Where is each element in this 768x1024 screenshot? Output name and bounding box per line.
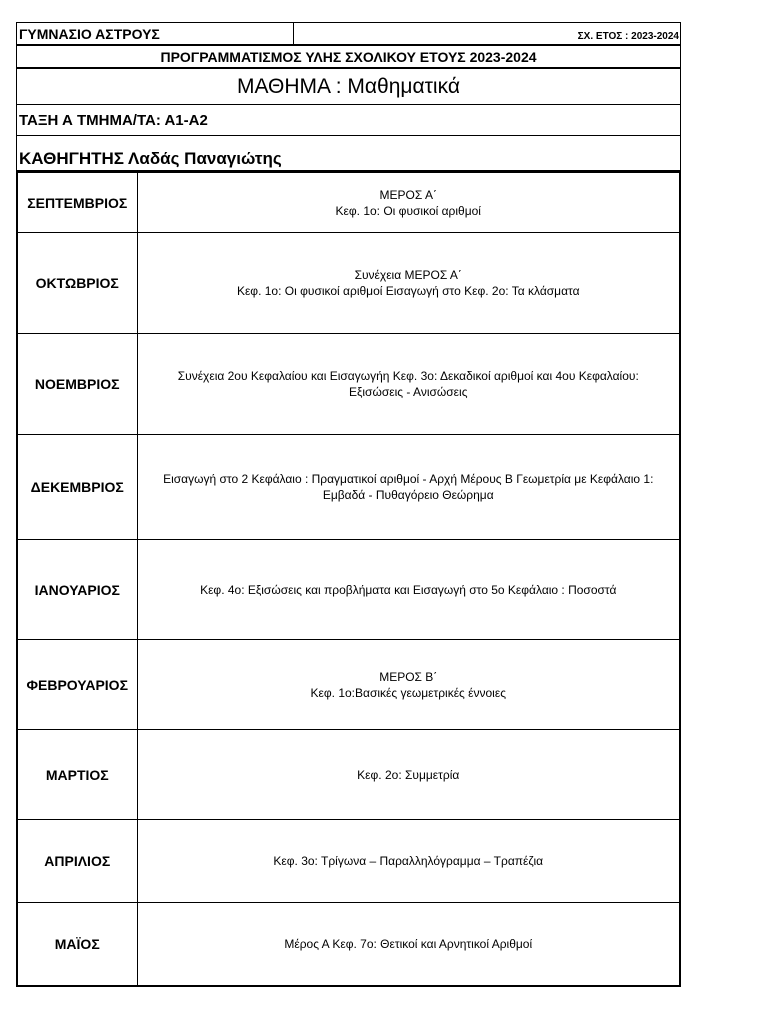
class-section: ΤΑΞΗ Α ΤΜΗΜΑ/ΤΑ: Α1-Α2 xyxy=(16,105,681,136)
content-line: Κεφ. 4ο: Εξισώσεις και προβλήματα και Εισαγωγή στο 5ο Κεφάλαιο : Ποσοστά xyxy=(200,582,617,597)
header-row xyxy=(16,22,681,45)
month-name: ΝΟΕΜΒΡΙΟΣ xyxy=(17,334,137,435)
month-content xyxy=(137,820,680,903)
school-name: ΓΥΜΝΑΣΙΟ ΑΣΤΡΟΥΣ xyxy=(17,23,294,44)
month-row xyxy=(17,173,680,233)
content-line: Κεφ. 1ο:Βασικές γεωμετρικές έννοιες xyxy=(310,685,506,700)
content-line: ΜΕΡΟΣ Α΄ xyxy=(379,187,437,202)
content-line: Εισαγωγή στο 2 Κεφάλαιο : Πραγματικοί αριθμοί - Αρχή Μέρους Β Γεωμετρία με Κεφάλαιο 1: xyxy=(163,472,654,486)
month-content xyxy=(137,540,680,640)
month-row xyxy=(17,233,680,334)
subject: ΜΑΘΗΜΑ : Μαθηματικά xyxy=(16,69,681,105)
month-content xyxy=(137,173,680,233)
month-name: ΜΑΡΤΙΟΣ xyxy=(17,730,137,820)
month-content xyxy=(137,730,680,820)
month-name: ΜΑΪΟΣ xyxy=(17,903,137,986)
content-line: Εμβαδά - Πυθαγόρειο Θεώρημα xyxy=(322,488,494,502)
month-name: ΟΚΤΩΒΡΙΟΣ xyxy=(17,233,137,334)
month-row xyxy=(17,334,680,435)
month-name: ΙΑΝΟΥΑΡΙΟΣ xyxy=(17,540,137,640)
month-row xyxy=(17,730,680,820)
content-line: Κεφ. 1ο: Οι φυσικοί αριθμοί Εισαγωγή στο Κεφ. 2ο: Τα κλάσματα xyxy=(236,284,580,298)
month-row xyxy=(17,540,680,640)
monthly-plan-table xyxy=(16,172,681,987)
month-name: ΦΕΒΡΟΥΑΡΙΟΣ xyxy=(17,640,137,730)
teacher-name: ΚΑΘΗΓΗΤΗΣ Λαδάς Παναγιώτης xyxy=(16,136,681,172)
content-line: Εξισώσεις - Ανισώσεις xyxy=(349,385,468,399)
content-line: Κεφ. 1ο: Οι φυσικοί αριθμοί xyxy=(335,203,481,218)
school-year: ΣΧ. ΕΤΟΣ : 2023-2024 xyxy=(577,31,679,42)
month-content xyxy=(137,640,680,730)
month-name: ΣΕΠΤΕΜΒΡΙΟΣ xyxy=(17,173,137,233)
content-line: Κεφ. 3ο: Τρίγωνα – Παραλληλόγραμμα – Τραπέζια xyxy=(273,854,544,868)
content-line: Συνέχεια ΜΕΡΟΣ Α΄ xyxy=(354,268,462,282)
month-row xyxy=(17,435,680,540)
month-name: ΔΕΚΕΜΒΡΙΟΣ xyxy=(17,435,137,540)
month-row xyxy=(17,820,680,903)
month-row xyxy=(17,903,680,986)
document-title: ΠΡΟΓΡΑΜΜΑΤΙΣΜΟΣ ΥΛΗΣ ΣΧΟΛΙΚΟΥ ΕΤΟΥΣ 2023-2024 xyxy=(16,45,681,69)
content-line: Μέρος Α Κεφ. 7ο: Θετικοί και Αρνητικοί Αριθμοί xyxy=(284,936,533,951)
syllabus-sheet xyxy=(16,22,681,987)
month-content xyxy=(137,435,680,540)
month-content xyxy=(137,233,680,334)
month-name: ΑΠΡΙΛΙΟΣ xyxy=(17,820,137,903)
content-line: ΜΕΡΟΣ Β΄ xyxy=(379,669,438,684)
month-row xyxy=(17,640,680,730)
content-line: Κεφ. 2ο: Συμμετρία xyxy=(357,767,460,782)
month-content xyxy=(137,334,680,435)
content-line: Συνέχεια 2ου Κεφαλαίου και Εισαγωγήη Κεφ. 3ο: Δεκαδικοί αριθμοί και 4ου Κεφαλαίου: xyxy=(177,369,639,383)
month-content xyxy=(137,903,680,986)
